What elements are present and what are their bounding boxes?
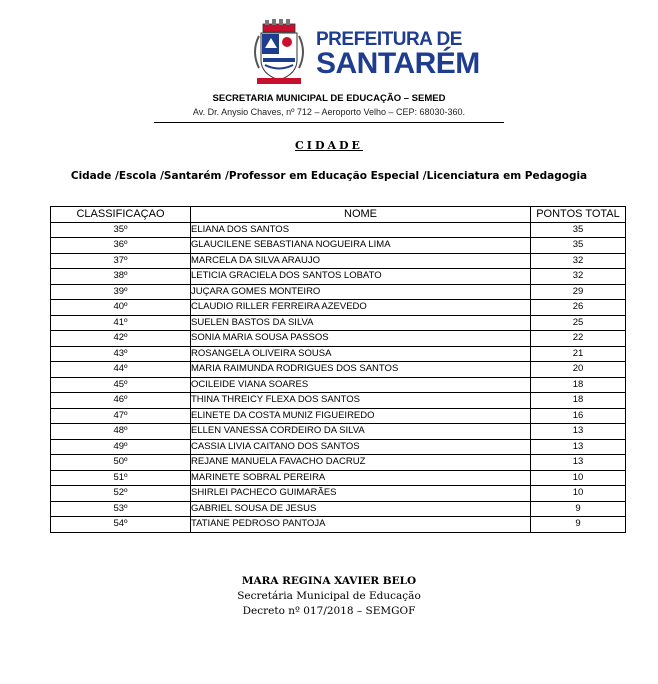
header-nome: NOME (191, 207, 531, 223)
table-row (51, 269, 626, 285)
name-cell: SHIRLEI PACHECO GUIMARÃES (191, 486, 531, 502)
name-cell: LETICIA GRACIELA DOS SANTOS LOBATO (191, 269, 531, 285)
department-name: SECRETARIA MUNICIPAL DE EDUCAÇÃO – SEMED (212, 93, 446, 104)
table-header-row (51, 207, 626, 223)
table-row (51, 222, 626, 238)
name-cell: CLAUDIO RILLER FERREIRA AZEVEDO (191, 300, 531, 316)
name-cell: GLAUCILENE SEBASTIANA NOGUEIRA LIMA (191, 238, 531, 254)
name-cell: OCILEIDE VIANA SOARES (191, 377, 531, 393)
points-cell: 35 (531, 222, 626, 238)
table-row (51, 331, 626, 347)
brand-line-1: PREFEITURA DE (316, 29, 462, 50)
classification-cell: 46º (51, 393, 191, 409)
classification-cell: 40º (51, 300, 191, 316)
classification-cell: 45º (51, 377, 191, 393)
table-row (51, 455, 626, 471)
name-cell: ROSANGELA OLIVEIRA SOUSA (191, 346, 531, 362)
brand-name (316, 30, 480, 79)
table-row (51, 470, 626, 486)
points-cell: 9 (531, 501, 626, 517)
name-cell: ELLEN VANESSA CORDEIRO DA SILVA (191, 424, 531, 440)
signatory-decree: Decreto nº 017/2018 – SEMGOF (242, 605, 416, 617)
points-cell: 9 (531, 517, 626, 533)
name-cell: ELINETE DA COSTA MUNIZ FIGUEIREDO (191, 408, 531, 424)
name-cell: GABRIEL SOUSA DE JESUS (191, 501, 531, 517)
classification-cell: 52º (51, 486, 191, 502)
name-cell: CASSIA LIVIA CAITANO DOS SANTOS (191, 439, 531, 455)
table-row (51, 346, 626, 362)
name-cell: MARINETE SOBRAL PEREIRA (191, 470, 531, 486)
table-row (51, 439, 626, 455)
points-cell: 20 (531, 362, 626, 378)
classification-cell: 43º (51, 346, 191, 362)
table-row (51, 377, 626, 393)
classification-cell: 42º (51, 331, 191, 347)
table-row (51, 284, 626, 300)
signatory-role: Secretária Municipal de Educação (237, 590, 421, 602)
classification-table (50, 206, 626, 533)
points-cell: 32 (531, 269, 626, 285)
points-cell: 29 (531, 284, 626, 300)
name-cell: MARCELA DA SILVA ARAUJO (191, 253, 531, 269)
name-cell: SONIA MARIA SOUSA PASSOS (191, 331, 531, 347)
name-cell: TATIANE PEDROSO PANTOJA (191, 517, 531, 533)
letterhead (0, 0, 658, 130)
classification-cell: 38º (51, 269, 191, 285)
points-cell: 13 (531, 455, 626, 471)
classification-cell: 48º (51, 424, 191, 440)
table-row (51, 408, 626, 424)
points-cell: 13 (531, 424, 626, 440)
name-cell: ELIANA DOS SANTOS (191, 222, 531, 238)
points-cell: 10 (531, 486, 626, 502)
signature-block (0, 574, 658, 619)
classification-cell: 37º (51, 253, 191, 269)
table-row (51, 486, 626, 502)
table-row (51, 393, 626, 409)
header-pontos-total: PONTOS TOTAL (531, 207, 626, 223)
table-row (51, 315, 626, 331)
document-title: CIDADE (295, 139, 363, 152)
table-row (51, 362, 626, 378)
brand-line-2: SANTARÉM (316, 47, 480, 80)
table-row (51, 238, 626, 254)
name-cell: MARIA RAIMUNDA RODRIGUES DOS SANTOS (191, 362, 531, 378)
name-cell: REJANE MANUELA FAVACHO DACRUZ (191, 455, 531, 471)
classification-cell: 47º (51, 408, 191, 424)
classification-cell: 50º (51, 455, 191, 471)
classification-cell: 44º (51, 362, 191, 378)
classification-cell: 51º (51, 470, 191, 486)
points-cell: 26 (531, 300, 626, 316)
points-cell: 13 (531, 439, 626, 455)
city-coat-of-arms-icon (249, 18, 309, 86)
table-row (51, 253, 626, 269)
table-row (51, 517, 626, 533)
classification-cell: 36º (51, 238, 191, 254)
table-row (51, 300, 626, 316)
document-subtitle: Cidade /Escola /Santarém /Professor em Educação Especial /Licenciatura em Pedagogia (70, 170, 588, 182)
name-cell: SUELEN BASTOS DA SILVA (191, 315, 531, 331)
signatory-name: MARA REGINA XAVIER BELO (241, 575, 417, 587)
points-cell: 22 (531, 331, 626, 347)
classification-cell: 39º (51, 284, 191, 300)
classification-cell: 49º (51, 439, 191, 455)
classification-cell: 35º (51, 222, 191, 238)
points-cell: 21 (531, 346, 626, 362)
points-cell: 32 (531, 253, 626, 269)
points-cell: 25 (531, 315, 626, 331)
points-cell: 18 (531, 377, 626, 393)
header-divider (154, 122, 504, 123)
name-cell: THINA THREICY FLEXA DOS SANTOS (191, 393, 531, 409)
table-row (51, 501, 626, 517)
classification-cell: 53º (51, 501, 191, 517)
classification-cell: 54º (51, 517, 191, 533)
classification-cell: 41º (51, 315, 191, 331)
name-cell: JUÇARA GOMES MONTEIRO (191, 284, 531, 300)
department-address: Av. Dr. Anysio Chaves, nº 712 – Aeroporto Velho – CEP: 68030-360. (192, 107, 466, 117)
points-cell: 35 (531, 238, 626, 254)
points-cell: 18 (531, 393, 626, 409)
table-row (51, 424, 626, 440)
header-classificacao: CLASSIFICAÇAO (51, 207, 191, 223)
points-cell: 16 (531, 408, 626, 424)
points-cell: 10 (531, 470, 626, 486)
